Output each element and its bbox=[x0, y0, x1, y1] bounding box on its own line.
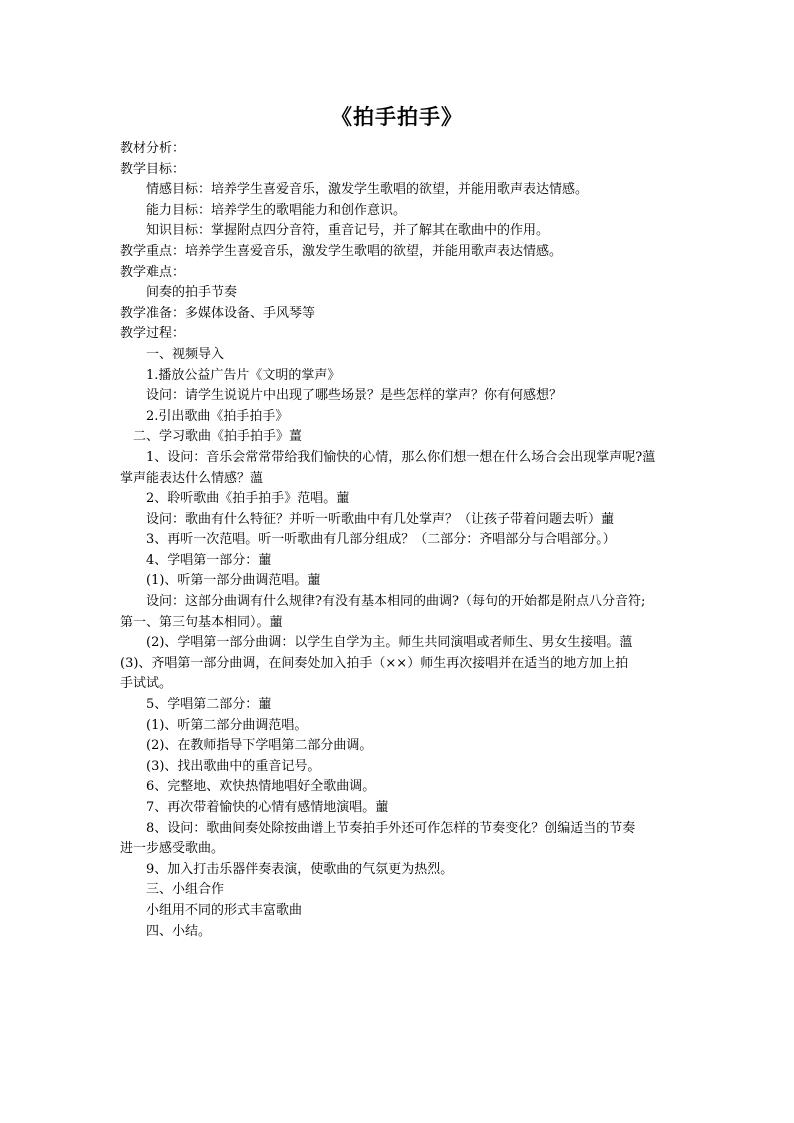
process-line: 8、设问：歌曲间奏处除按曲谱上节奏拍手外还可作怎样的节奏变化？创编适当的节奏 bbox=[146, 820, 636, 836]
process-line: 6、完整地、欢快热情地唱好全歌曲调。 bbox=[146, 779, 376, 795]
goal-ability: 能力目标：培养学生的歌唱能力和创作意识。 bbox=[146, 202, 407, 218]
process-line: 2、聆听歌曲《拍手拍手》范唱。蘁 bbox=[146, 491, 350, 507]
process-line: 1.播放公益广告片《文明的掌声》 bbox=[146, 367, 341, 383]
process-step-3-heading: 三、小组合作 bbox=[146, 882, 225, 898]
process-line: 9、加入打击乐器伴奏表演，使歌曲的气氛更为热烈。 bbox=[146, 861, 454, 877]
section-teaching-focus: 教学重点：培养学生喜爱音乐，激发学生歌唱的欲望，并能用歌声表达情感。 bbox=[120, 243, 563, 259]
process-line: (3)、找出歌曲中的重音记号。 bbox=[146, 758, 321, 774]
process-line: (1)、听第二部分曲调范唱。 bbox=[146, 717, 308, 733]
process-line: (2)、在教师指导下学唱第二部分曲调。 bbox=[146, 738, 373, 754]
process-line: 设问：请学生说说片中出现了哪些场景？是些怎样的掌声？你有何感想？ bbox=[146, 388, 563, 404]
section-heading-material-analysis: 教材分析： bbox=[120, 141, 186, 156]
process-line: (2)、学唱第一部分曲调：以学生自学为主。师生共同演唱或者师生、男女生接唱。薀 bbox=[146, 635, 633, 651]
process-line: 3、再听一次范唱。听一听歌曲有几部分组成？（二部分：齐唱部分与合唱部分。） bbox=[146, 532, 616, 548]
process-line: 小组用不同的形式丰富歌曲 bbox=[146, 902, 303, 918]
process-line: 5、学唱第二部分：蘁 bbox=[146, 697, 272, 713]
section-heading-teaching-goals: 教学目标： bbox=[120, 161, 186, 177]
section-heading-teaching-process: 教学过程： bbox=[120, 326, 186, 342]
process-line: 4、学唱第一部分：蘁 bbox=[146, 552, 272, 568]
process-step-1-heading: 一、视频导入 bbox=[146, 346, 225, 362]
process-line: 手试试。 bbox=[120, 676, 173, 692]
process-line: 设问：这部分曲调有什么规律?有没有基本相同的曲调?（每句的开始都是附点八分音符; bbox=[146, 594, 646, 610]
process-line: 设问：歌曲有什么特征？并听一听歌曲中有几处掌声？（让孩子带着问题去听）蘁 bbox=[146, 511, 615, 527]
process-line: 2.引出歌曲《拍手拍手》 bbox=[146, 408, 289, 424]
process-line: 掌声能表达什么情感？薀 bbox=[120, 470, 264, 486]
process-line: 进一步感受歌曲。 bbox=[120, 841, 225, 857]
process-line: (3)、齐唱第一部分曲调，在间奏处加入拍手（××）师生再次接唱并在适当的地方加上拍 bbox=[120, 655, 629, 671]
section-teaching-preparation: 教学准备：多媒体设备、手风琴等 bbox=[120, 305, 316, 321]
difficulty-text: 间奏的拍手节奏 bbox=[146, 285, 238, 301]
goal-knowledge: 知识目标：掌握附点四分音符，重音记号，并了解其在歌曲中的作用。 bbox=[146, 223, 550, 239]
process-line: 7、再次带着愉快的心情有感情地演唱。蘁 bbox=[146, 800, 389, 815]
section-heading-teaching-difficulty: 教学难点： bbox=[120, 264, 186, 280]
process-line: (1)、听第一部分曲调范唱。蘁 bbox=[146, 573, 321, 589]
process-step-2-heading: 二、学习歌曲《拍手拍手》薑 bbox=[133, 429, 303, 445]
process-line: 1、设问：音乐会常常带给我们愉快的心情，那么你们想一想在什么场合会出现掌声呢?薀 bbox=[146, 449, 656, 465]
process-line: 第一、第三句基本相同）。蘁 bbox=[120, 614, 283, 630]
process-step-4-heading: 四、小结。 bbox=[146, 923, 212, 939]
goal-emotion: 情感目标：培养学生喜爱音乐，激发学生歌唱的欲望，并能用歌声表达情感。 bbox=[146, 182, 589, 198]
document-title: 《拍手拍手》 bbox=[331, 104, 463, 129]
document-body bbox=[120, 139, 680, 942]
